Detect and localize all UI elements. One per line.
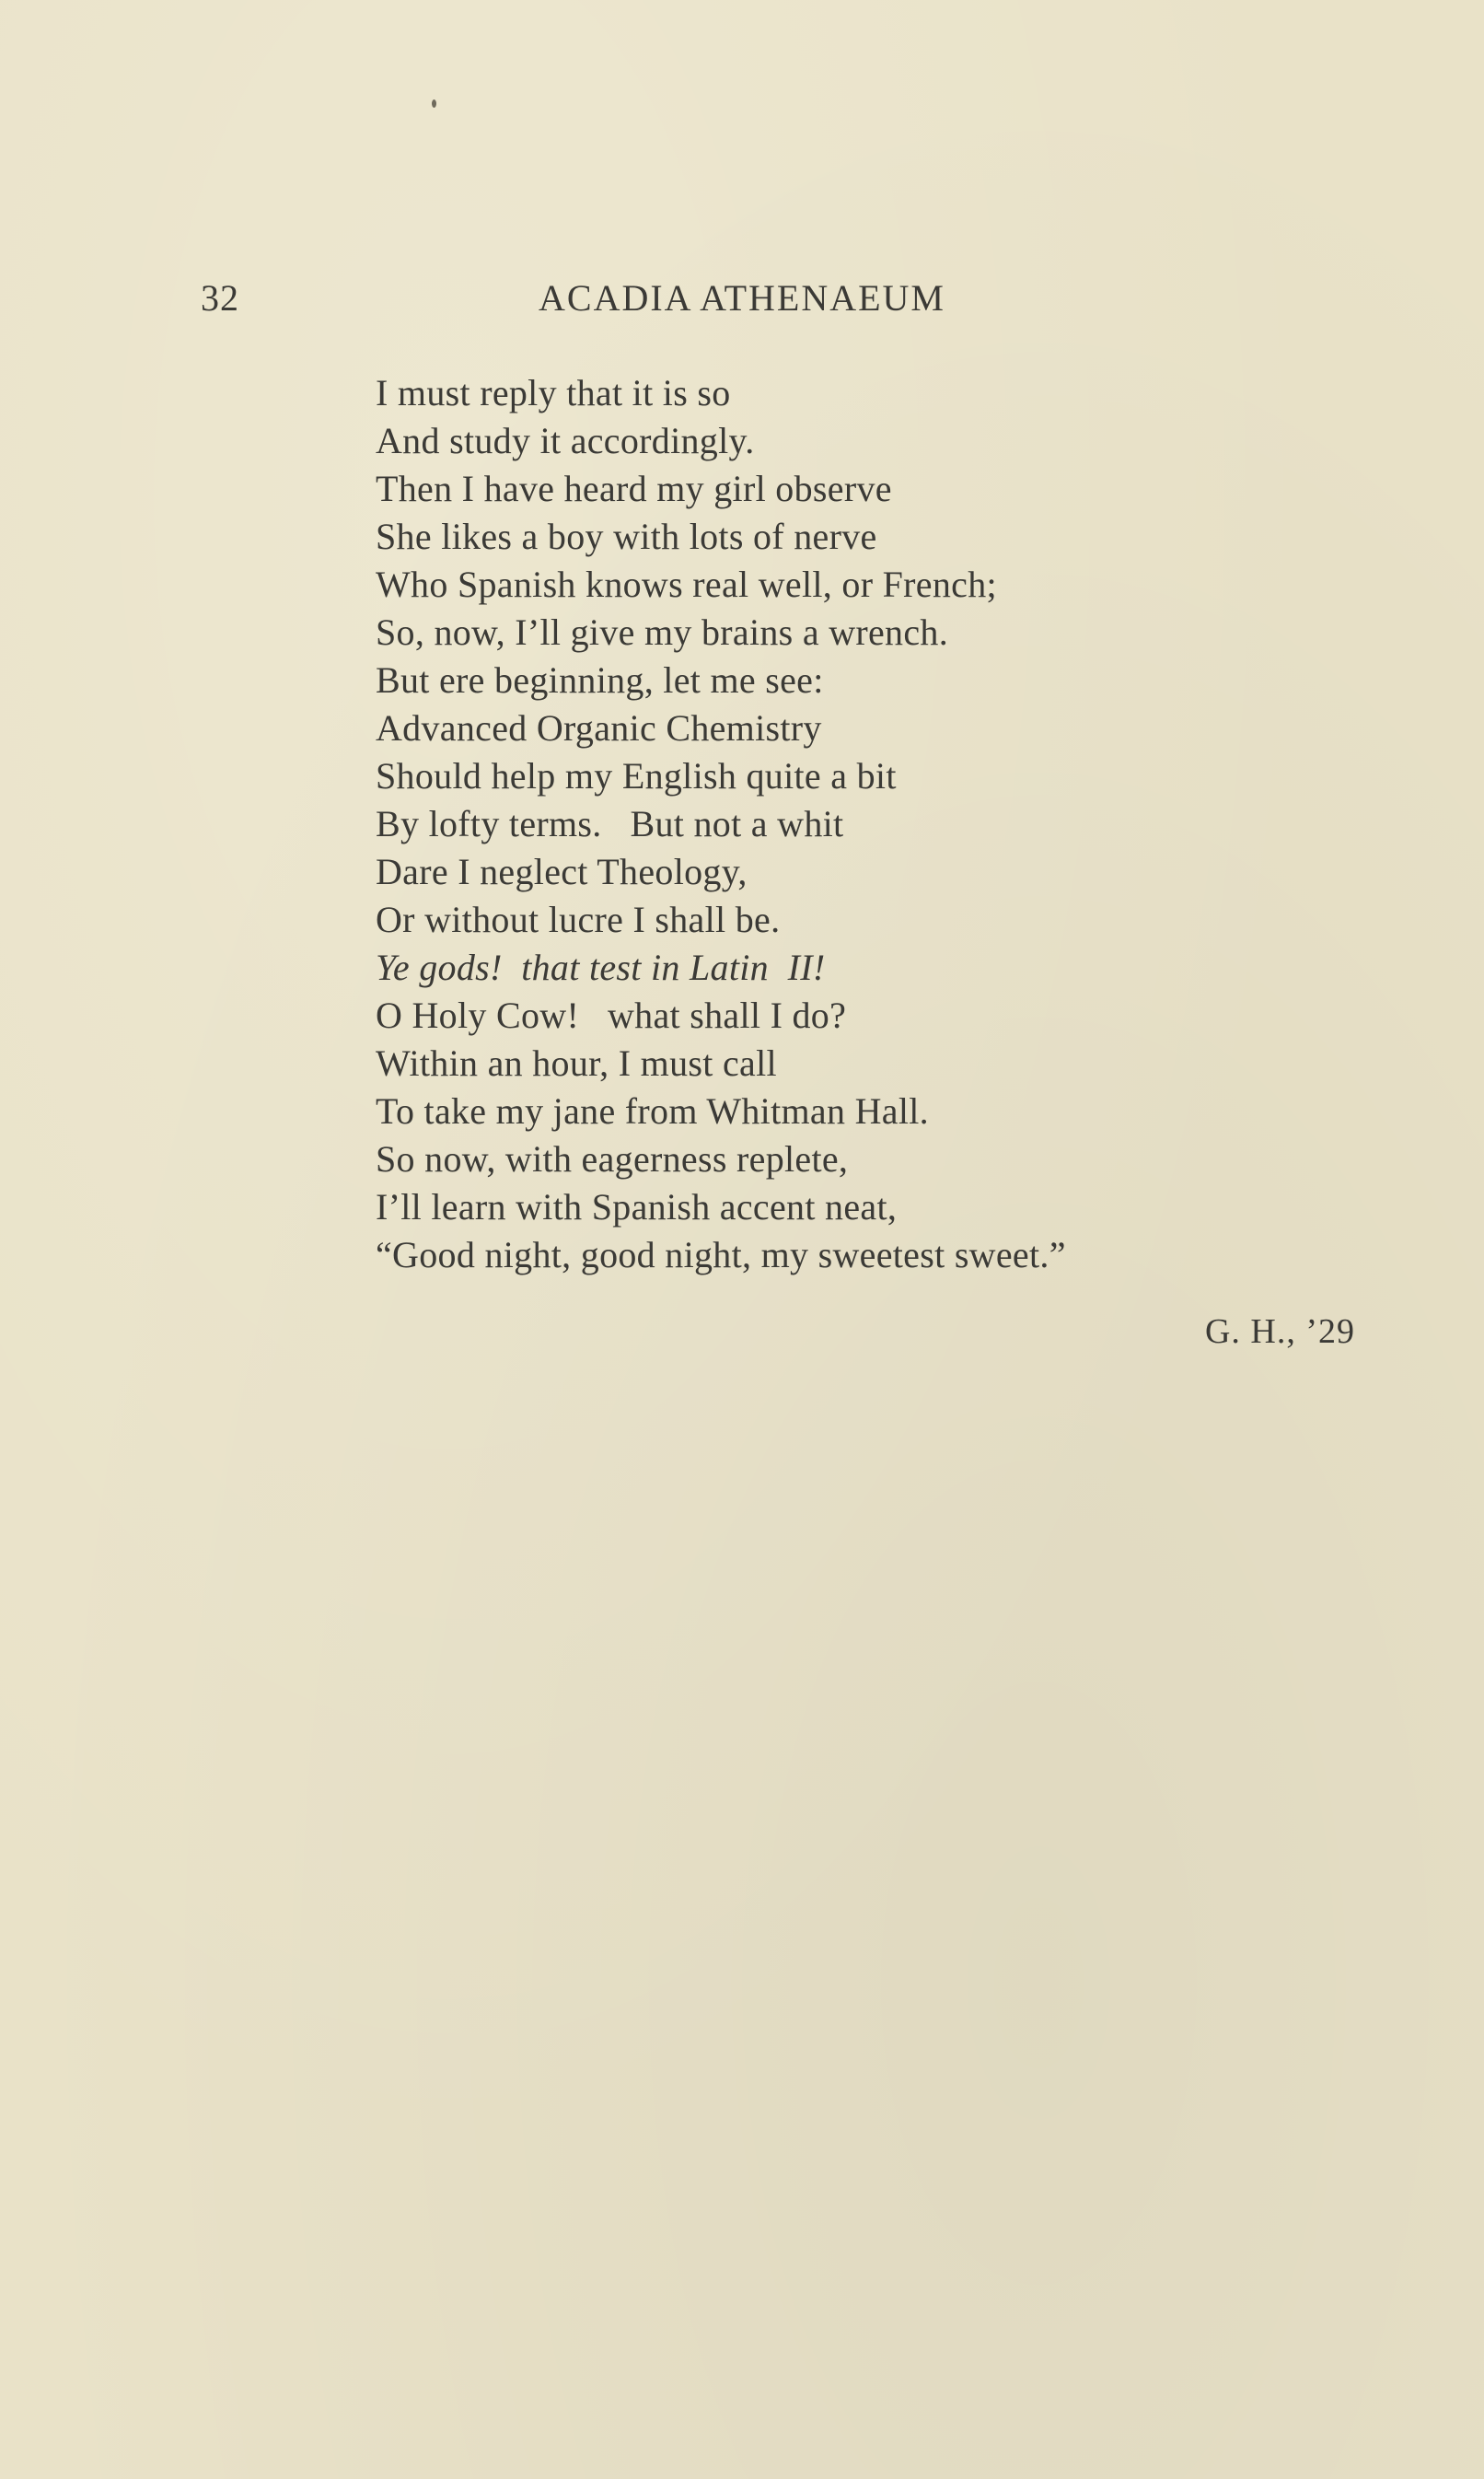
poem-line: Or without lucre I shall be.: [376, 899, 781, 940]
poem-line: Who Spanish knows real well, or French;: [376, 564, 997, 605]
poem-line: I’ll learn with Spanish accent neat,: [376, 1186, 898, 1228]
author-signature: G. H., ’29: [1204, 1312, 1355, 1351]
poem-line: O Holy Cow! what shall I do?: [376, 995, 847, 1036]
poem-line: “Good night, good night, my sweetest sweet.”: [376, 1234, 1066, 1275]
poem-line: But ere beginning, let me see:: [376, 659, 824, 701]
poem-line: And study it accordingly.: [376, 420, 755, 461]
page-header: [0, 276, 1484, 328]
ink-speck: [432, 99, 436, 108]
poem-line: Should help my English quite a bit: [376, 755, 897, 797]
poem-line: Within an hour, I must call: [376, 1042, 777, 1084]
poem-line: I must reply that it is so: [376, 372, 731, 413]
poem-line: So now, with eagerness replete,: [376, 1138, 849, 1180]
poem-line: Advanced Organic Chemistry: [376, 707, 822, 749]
poem-line: Then I have heard my girl observe: [376, 468, 892, 509]
poem-line: To take my jane from Whitman Hall.: [376, 1090, 929, 1132]
poem-line: Dare I neglect Theology,: [376, 851, 748, 892]
poem-line: She likes a boy with lots of nerve: [376, 516, 877, 557]
poem-line-italic: Ye gods! that test in Latin II!: [376, 947, 826, 988]
poem-line: By lofty terms. But not a whit: [376, 803, 844, 844]
running-title: ACADIA ATHENAEUM: [539, 277, 945, 319]
page-number: 32: [201, 277, 239, 319]
poem-line: So, now, I’ll give my brains a wrench.: [376, 611, 949, 653]
poem: [376, 369, 1296, 1279]
